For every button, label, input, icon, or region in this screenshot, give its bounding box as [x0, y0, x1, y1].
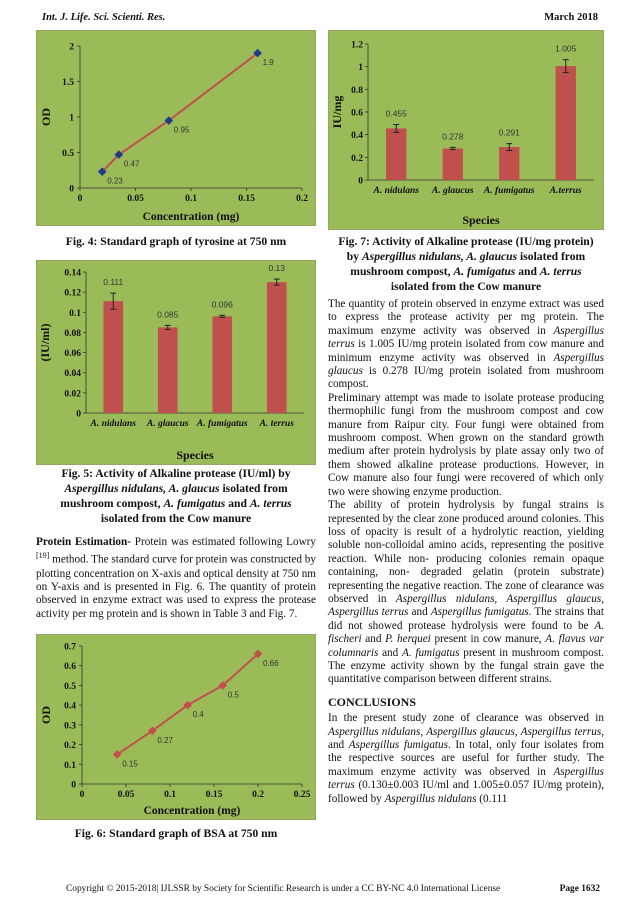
- y-tick-label: 0.14: [64, 268, 81, 279]
- x-category-label: A. glaucus: [431, 186, 474, 196]
- x-tick-label: 0.1: [185, 194, 197, 204]
- issue-date: March 2018: [544, 12, 598, 23]
- y-tick-label: 0: [69, 184, 74, 195]
- reference-marker: [19]: [36, 551, 50, 561]
- x-axis-title: Concentration (mg): [143, 805, 241, 817]
- y-tick-label: 0.5: [64, 681, 76, 692]
- fig7-svg: [328, 30, 604, 230]
- y-tick-label: 0.08: [64, 328, 81, 339]
- y-tick-label: 2: [69, 42, 74, 53]
- species-name: A. fischeri: [328, 619, 604, 646]
- fig5-caption-text: isolated from: [219, 482, 288, 495]
- fig7-caption-text: mushroom compost,: [350, 265, 454, 278]
- fig6-svg: [36, 634, 316, 820]
- x-tick-label: 0.1: [164, 790, 176, 800]
- bar-value-label: 0.278: [442, 131, 464, 142]
- fig5-caption: [36, 466, 316, 526]
- x-tick-label: 0.2: [296, 194, 308, 204]
- y-axis-title: OD: [39, 706, 53, 724]
- text-run: . The strains that did not showed protease hydrolysis were found to be: [328, 606, 605, 632]
- y-tick-label: 0.4: [64, 701, 76, 712]
- species-name: Aspergillus glaucus: [328, 351, 604, 378]
- species-name: Aspergillus fumigatus: [348, 739, 448, 751]
- text-run: The ability of protein hydrolysis by fungal strains is represented by the clear zone produced around colonies. This loss of opacity is result of a hydrolytic reaction, yielding soluble non-colloidal amino acids, representing the positive reaction. While non- producing colonies remain opaque containing, non- degraded gelatin (protein substrate) representing the negative reaction. The zone of clearance was observed in: [328, 499, 604, 605]
- text-run: . In total, only four isolates from the respective sources are useful for further study. The maximum enzyme activity was observed in: [328, 739, 604, 778]
- page-number: Page 1632: [559, 884, 600, 894]
- paragraph-conclusions: [328, 712, 604, 806]
- fig5-chart: [36, 260, 316, 465]
- y-tick-label: 0.02: [64, 389, 81, 400]
- bar-value-label: 0.085: [157, 309, 179, 320]
- data-point-label: 0.5: [227, 690, 239, 700]
- data-point-label: 0.15: [122, 759, 138, 769]
- y-tick-label: 0: [358, 176, 363, 187]
- y-axis-title: (IU/ml): [38, 323, 52, 362]
- fig7-caption-text: by: [346, 250, 362, 263]
- y-tick-label: 0.6: [351, 108, 363, 119]
- x-category-label: A.terrus: [549, 186, 582, 196]
- bar-value-label: 0.291: [498, 127, 520, 138]
- y-tick-label: 0.04: [64, 369, 81, 380]
- journal-title: Int. J. Life. Sci. Scienti. Res.: [42, 12, 166, 23]
- x-category-label: A. terrus: [259, 419, 294, 429]
- bar-value-label: 1.005: [555, 43, 577, 54]
- fig7-caption-text: Fig. 7: Activity of Alkaline protease (IU/mg protein): [338, 235, 594, 248]
- fig4-svg: [36, 30, 316, 226]
- section-heading-conclusions: CONCLUSIONS: [328, 694, 417, 709]
- text-run: is 1.005 IU/mg protein isolated from cow manure and minimum enzyme activity was observed in: [328, 338, 604, 364]
- fig6-caption: Fig. 6: Standard graph of BSA at 750 nm: [74, 827, 278, 840]
- species-name: P. herquei: [385, 633, 431, 646]
- y-tick-label: 1.2: [351, 40, 363, 51]
- fig6-chart: [36, 634, 316, 820]
- data-point-label: 0.47: [123, 159, 140, 169]
- data-point-label: 1.9: [262, 58, 274, 68]
- section-lead: Protein Estimation-: [36, 536, 131, 548]
- y-axis-title: IU/mg: [330, 95, 344, 129]
- y-tick-label: 0.4: [351, 131, 363, 142]
- text-run: (0.130±0.003 IU/ml and 1.005±0.057 IU/mg protein), followed by: [328, 779, 604, 805]
- fig5-caption-text: Fig. 5: Activity of Alkaline protease (IU/ml) by: [61, 467, 291, 480]
- y-tick-label: 0.2: [351, 153, 363, 164]
- fig5-svg: [36, 260, 316, 465]
- text-run: The quantity of protein observed in enzyme extract was used to express the protease activity per mg protein. The maximum enzyme activity was observed in: [328, 298, 604, 337]
- y-tick-label: 0.1: [64, 760, 76, 771]
- bar: [556, 66, 576, 180]
- bar: [103, 301, 123, 413]
- left-text-column: [36, 536, 316, 621]
- bar-value-label: 0.111: [103, 277, 124, 288]
- paragraph-hydrolysis: [328, 499, 604, 687]
- fig4-caption: Fig. 4: Standard graph of tyrosine at 750 nm: [65, 235, 287, 248]
- text-run: present in cow manure,: [430, 633, 546, 646]
- bar-value-label: 0.13: [268, 263, 286, 274]
- text-run: and: [378, 646, 402, 659]
- text-run: present in mushroom compost. The enzyme activity shown by the fungal strain gave the quantitative comparison between different strains.: [328, 646, 605, 686]
- bar: [386, 128, 406, 180]
- text-run: and: [408, 606, 431, 619]
- y-tick-label: 0.7: [64, 642, 76, 653]
- y-tick-label: 0.12: [64, 288, 81, 299]
- fig5-caption-text: and: [225, 497, 250, 510]
- species-name: A. flavus var columnaris: [328, 633, 604, 659]
- x-category-label: A. fumigatus: [196, 419, 248, 429]
- paragraph-protein-activity: [328, 298, 604, 392]
- text-run: and: [361, 633, 386, 646]
- text-run: method. The standard curve for protein was constructed by plotting concentration on X-axis and optical density at 750 nm on Y-axis and is presented in Fig. 6. The quantity of protein observed in enzyme extract was used to express the protease activity per mg protein and is shown in Table 3 and Fig. 7.: [36, 554, 316, 620]
- x-category-label: A. glaucus: [146, 419, 189, 429]
- species-name: Aspergillus nidulans, Aspergillus glaucus, Aspergillus terrus: [328, 592, 604, 619]
- x-tick-label: 0.2: [252, 790, 264, 800]
- text-run: (0.111: [476, 792, 508, 805]
- y-tick-label: 1: [358, 63, 363, 74]
- species-name: Aspergillus fumigatus: [430, 606, 529, 619]
- text-run: Protein was estimated following Lowry: [130, 536, 317, 548]
- y-axis-title: OD: [39, 108, 53, 126]
- species-name: Aspergillus terrus: [328, 765, 604, 792]
- species-name: A. fumigatus: [401, 646, 460, 659]
- right-text-column: [328, 298, 604, 806]
- bar: [158, 327, 178, 413]
- fig5-caption-text: mushroom compost,: [60, 497, 164, 510]
- x-tick-label: 0.15: [238, 194, 255, 204]
- text-run: and: [328, 739, 349, 751]
- y-tick-label: 0.8: [351, 85, 363, 96]
- text-run: In the present study zone of clearance was observed in: [328, 712, 604, 725]
- fig7-caption-species-c: A. terrus: [539, 265, 582, 278]
- paragraph-preliminary: Preliminary attempt was made to isolate protease producing thermophilic fungi from the mushroom compost and cow manure from Raipur city. Four fungi were obtained from mushroom compost. When grown on the standard growth medium after protein hydrolysis by plate assay only two of them showed alkaline protease productions. However, in Cow manure also four fungi were recovered of which only two were showing enzyme production.: [328, 391, 604, 498]
- y-tick-label: 0.06: [64, 349, 81, 360]
- bar: [267, 282, 287, 413]
- bar: [499, 147, 519, 180]
- fig7-caption-text: isolated from the Cow manure: [390, 280, 542, 293]
- species-name: Aspergillus nidulans, Aspergillus glaucus, Aspergillus terrus,: [328, 725, 604, 738]
- fig7-caption-species-b: A. fumigatus: [453, 265, 516, 278]
- y-tick-label: 0.1: [69, 308, 81, 319]
- x-tick-label: 0: [77, 194, 83, 204]
- data-point-label: 0.4: [192, 710, 204, 720]
- y-tick-label: 0.3: [64, 721, 76, 732]
- x-axis-title: Species: [176, 448, 214, 462]
- data-point-label: 0.23: [107, 176, 123, 186]
- fig7-caption-text: and: [515, 265, 540, 278]
- fig5-caption-species-a: Aspergillus nidulans, A. glaucus: [64, 482, 220, 495]
- x-category-label: A. nidulans: [373, 186, 419, 196]
- y-tick-label: 0.6: [64, 662, 76, 673]
- species-name: Aspergillus nidulans: [384, 792, 477, 805]
- fig5-caption-species-b: A. fumigatus: [163, 497, 226, 510]
- x-category-label: A. fumigatus: [483, 186, 535, 196]
- bar-value-label: 0.455: [385, 108, 407, 119]
- data-point-label: 0.27: [157, 735, 173, 745]
- y-tick-label: 0.5: [62, 149, 74, 159]
- fig7-chart: [328, 30, 604, 230]
- protein-estimation-paragraph: [36, 536, 316, 621]
- x-tick-label: 0.05: [117, 790, 135, 800]
- copyright-notice: Copyright © 2015-2018| IJLSSR by Society for Scientific Research is under a CC BY-NC 4.0 International License: [66, 884, 501, 894]
- x-tick-label: 0.15: [205, 790, 223, 800]
- fig5-caption-species-c: A. terrus: [249, 497, 292, 510]
- y-tick-label: 1: [69, 113, 74, 124]
- data-point-label: 0.66: [263, 658, 279, 668]
- bar-value-label: 0.096: [211, 299, 233, 310]
- y-tick-label: 0.2: [64, 741, 76, 752]
- fig4-chart: [36, 30, 316, 226]
- x-tick-label: 0.25: [293, 790, 311, 800]
- fig7-caption-text: isolated from: [517, 250, 586, 263]
- x-tick-label: 0: [79, 790, 85, 800]
- y-tick-label: 0: [76, 409, 81, 420]
- x-tick-label: 0.05: [127, 194, 144, 204]
- fig7-caption: [328, 234, 604, 294]
- x-category-label: A. nidulans: [90, 419, 136, 429]
- y-tick-label: 0: [71, 780, 76, 791]
- bar: [212, 316, 232, 413]
- text-run: is 0.278 IU/mg protein isolated from mushroom compost.: [328, 365, 604, 391]
- x-axis-title: Concentration (mg): [142, 211, 240, 223]
- y-tick-label: 1.5: [62, 78, 74, 88]
- data-point-label: 0.95: [173, 125, 190, 135]
- bar: [443, 148, 463, 180]
- species-name: Aspergillus terrus: [328, 324, 604, 351]
- fig5-caption-text: isolated from the Cow manure: [100, 512, 252, 525]
- x-axis-title: Species: [462, 213, 500, 227]
- fig7-caption-species-a: Aspergillus nidulans, A. glaucus: [361, 250, 518, 263]
